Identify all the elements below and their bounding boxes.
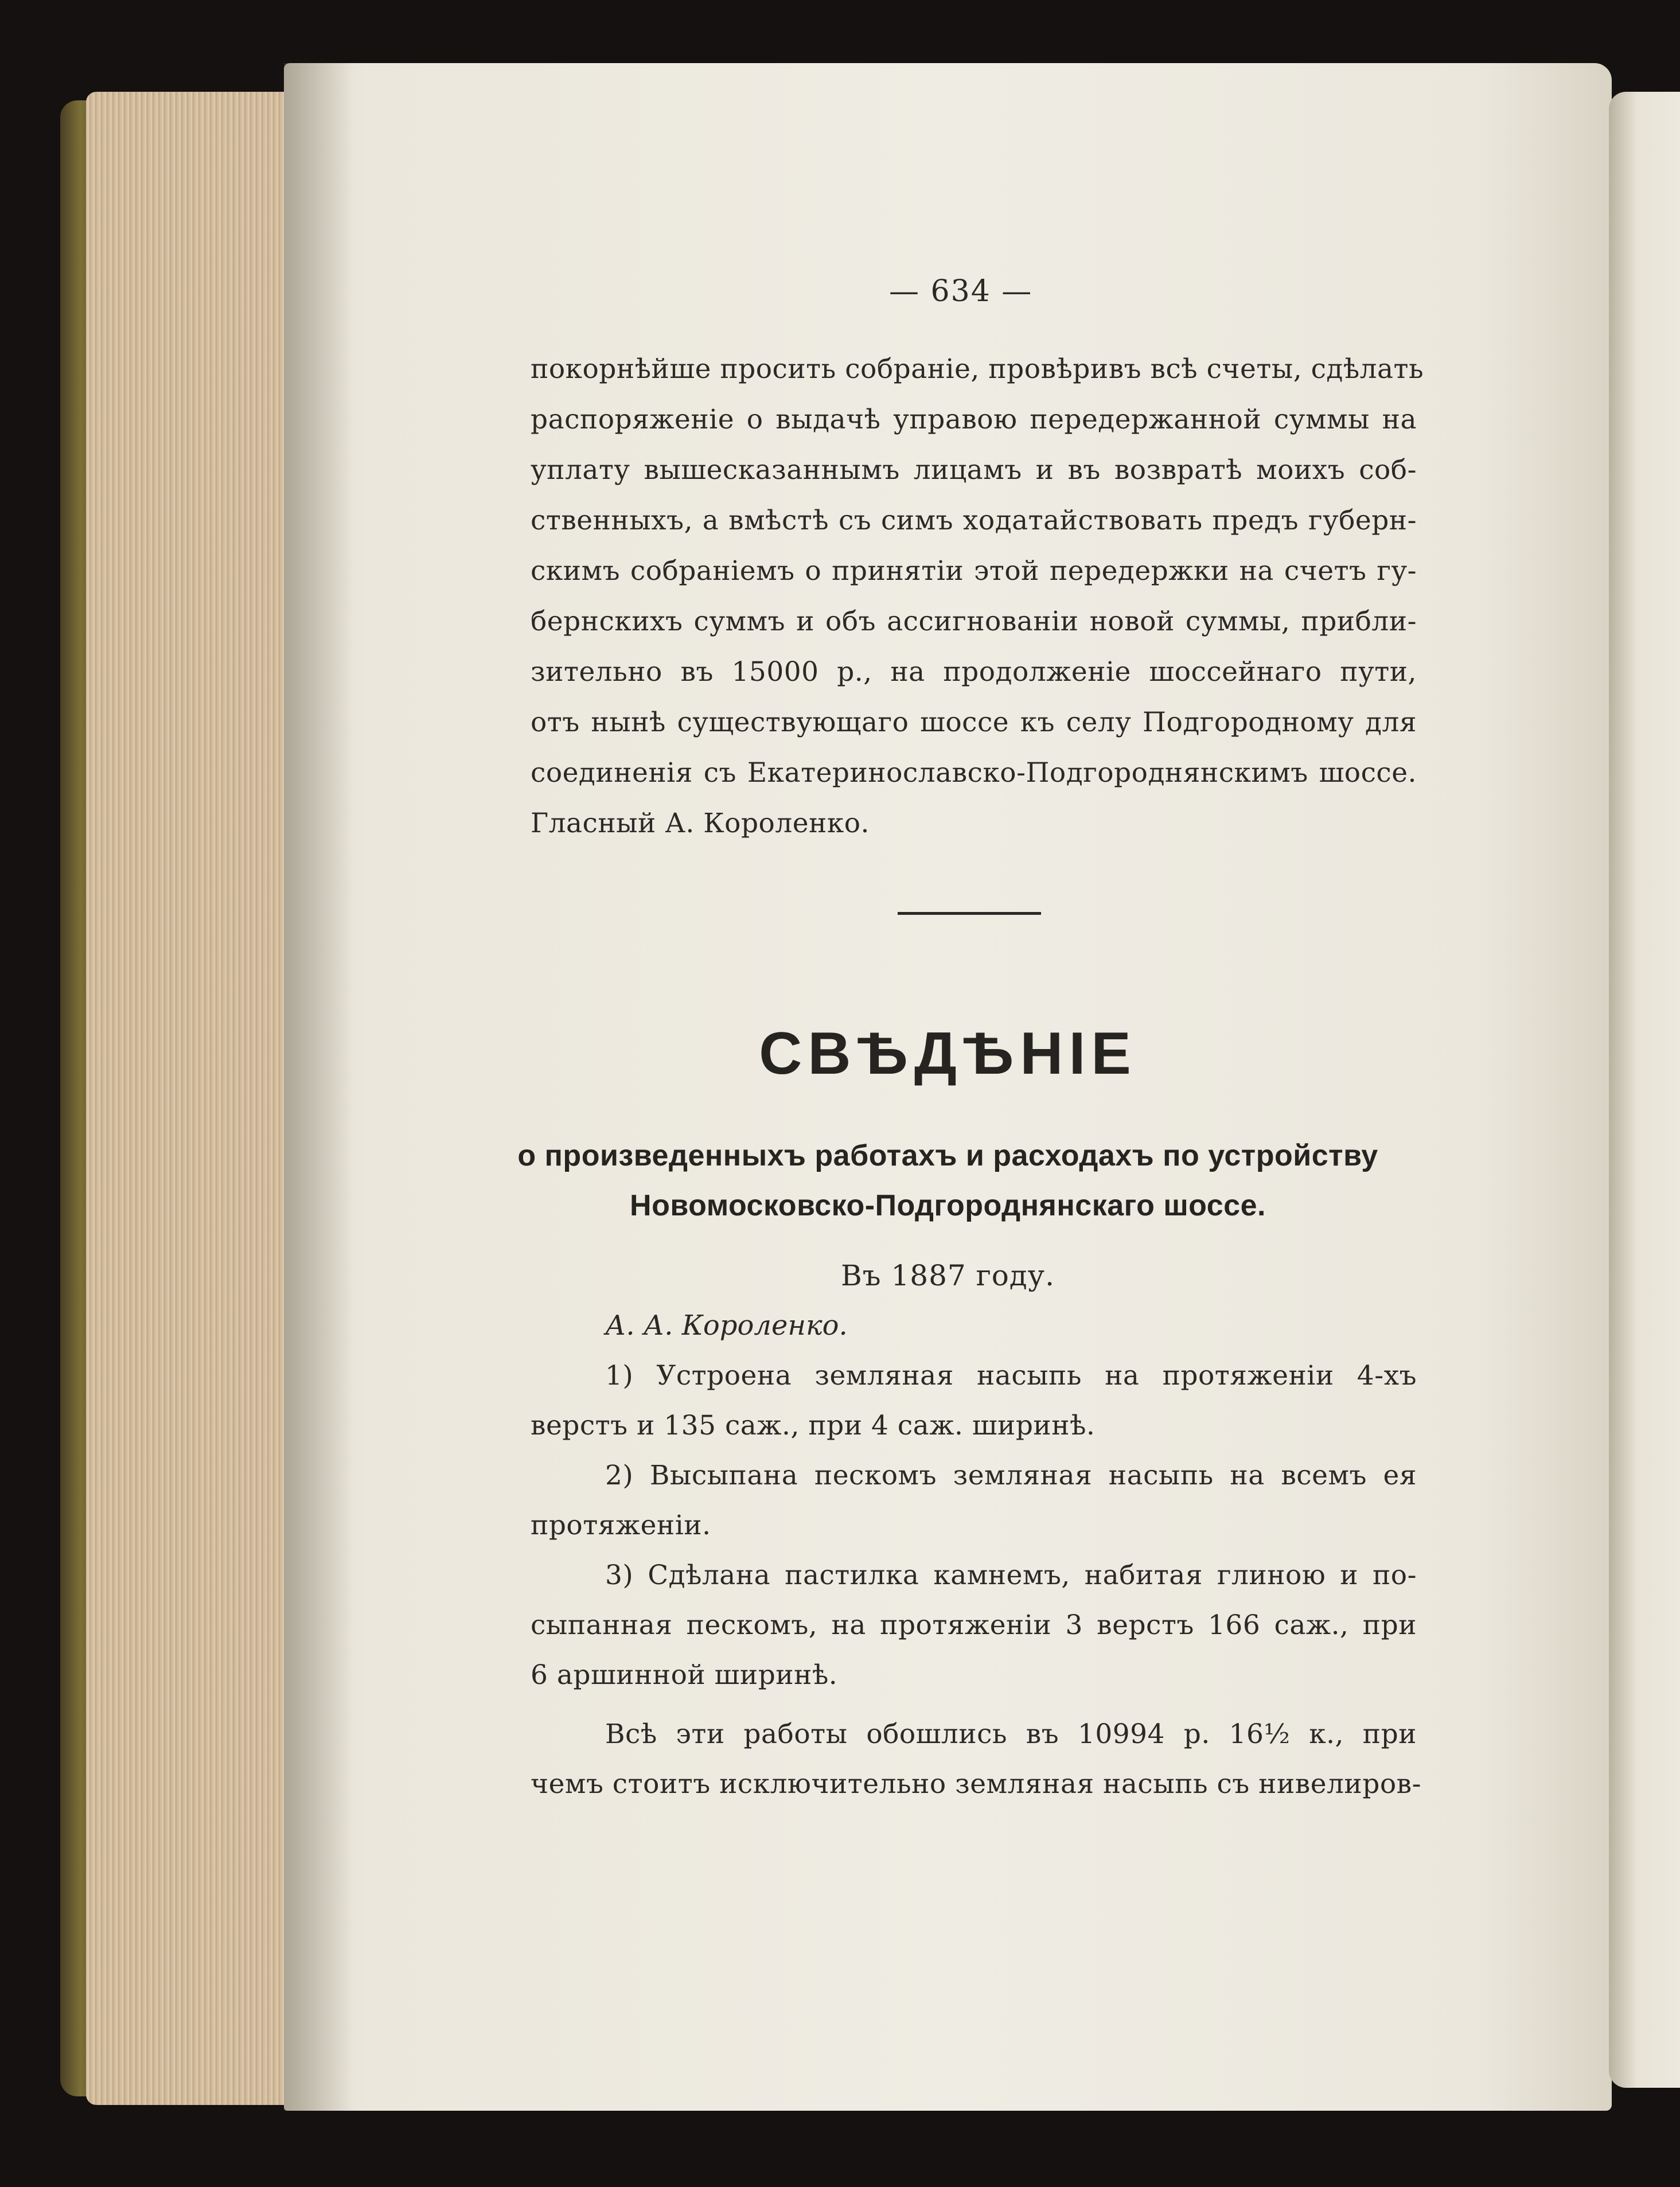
body-line: покорнѣйше просить собраніе, провѣривъ всѣ счеты, сдѣлать [531,353,1424,385]
body-line: зительно въ 15000 р., на продолженіе шоссейнаго пути, [531,656,1417,688]
list-item: сыпанная пескомъ, на протяженіи 3 верстъ 166 саж., при [531,1609,1417,1641]
body-line: ственныхъ, а вмѣстѣ съ симъ ходатайствовать предъ губерн- [531,505,1417,536]
body-line: скимъ собраніемъ о принятіи этой передержки на счетъ гу- [531,555,1417,587]
body-line: соединенія съ Екатеринославско-Подгороднянскимъ шоссе. [531,757,1417,789]
facing-page-edge [1609,92,1680,2088]
list-item: 3) Сдѣлана пастилка камнемъ, набитая глиною и по- [605,1560,1417,1591]
page-number: — 634 — [889,274,1033,309]
body-line: Всѣ эти работы обошлись въ 10994 р. 16½ к., при [605,1718,1417,1750]
list-item: 6 аршинной ширинѣ. [531,1659,838,1691]
section-title: СВѢДѢНІЕ [759,1020,1137,1087]
page-edges [86,92,287,2105]
year-line: Въ 1887 году. [841,1259,1055,1292]
body-line: отъ нынѣ существующаго шоссе къ селу Подгородному для [531,707,1417,738]
body-line: уплату вышесказаннымъ лицамъ и въ возвратѣ моихъ соб- [531,454,1417,486]
body-line: распоряженіе о выдачѣ управою передержанной суммы на [531,404,1417,435]
signature-line: Гласный А. Короленко. [531,808,870,839]
section-subtitle: о произведенныхъ работахъ и расходахъ по устройству [517,1139,1378,1172]
list-item: 1) Устроена земляная насыпь на протяженіи 4-хъ [605,1360,1417,1391]
list-item: 2) Высыпана пескомъ земляная насыпь на всемъ ея [605,1460,1417,1491]
body-line: бернскихъ суммъ и объ ассигнованіи новой суммы, прибли- [531,606,1417,637]
list-item: протяженіи. [531,1510,711,1541]
heading-block [284,0,1612,2187]
list-item: верстъ и 135 саж., при 4 саж. ширинѣ. [531,1410,1096,1441]
author-name: А. А. Короленко. [605,1309,848,1342]
section-subtitle: Новомосковско-Подгороднянскаго шоссе. [630,1189,1266,1222]
body-line: чемъ стоитъ исключительно земляная насыпь съ нивелиров- [531,1768,1421,1800]
